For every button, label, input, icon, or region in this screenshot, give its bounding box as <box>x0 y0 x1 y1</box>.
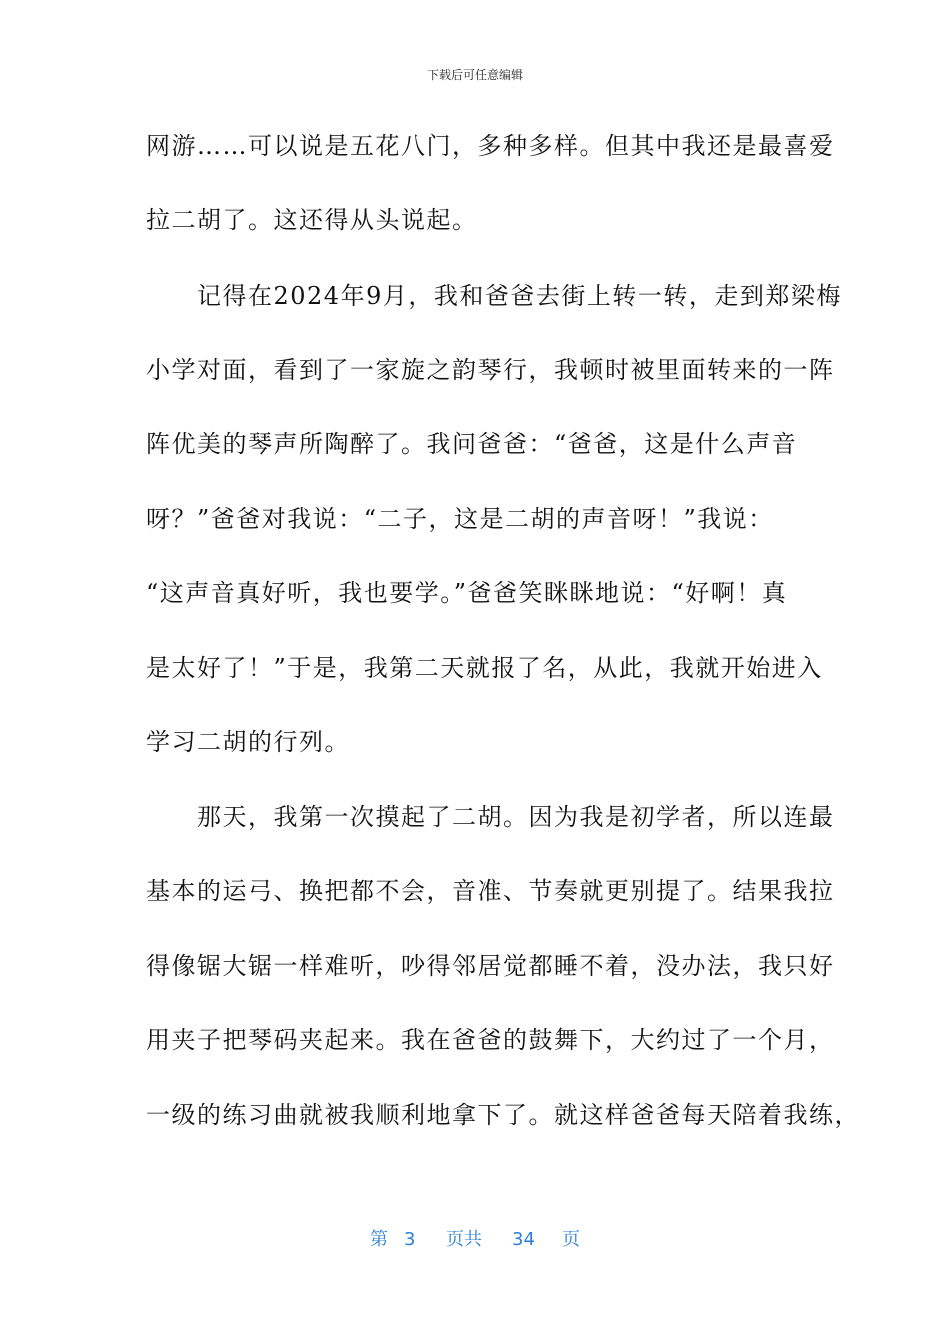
current-page-number: 3 <box>404 1229 416 1250</box>
text-line: 小学对面，看到了一家旋之韵琴行，我顿时被里面转来的一阵 <box>146 356 835 384</box>
text-line: 基本的运弓、换把都不会，音准、节奏就更别提了。结果我拉 <box>146 877 835 905</box>
text-line: 那天，我第一次摸起了二胡。因为我是初学者，所以连最 <box>146 803 835 831</box>
text-line: “这声音真好听，我也要学。”爸爸笑眯眯地说：“好啊！真 <box>146 579 788 607</box>
page-footer <box>0 1226 950 1254</box>
text-line: 网游……可以说是五花八门，多种多样。但其中我还是最喜爱 <box>146 132 835 160</box>
text-line: 得像锯大锯一样难听，吵得邻居觉都睡不着，没办法，我只好 <box>146 952 835 980</box>
page-prefix: 第 <box>370 1229 388 1250</box>
text-line: 学习二胡的行列。 <box>146 728 350 756</box>
text-line: 是太好了！”于是，我第二天就报了名，从此，我就开始进入 <box>146 654 823 682</box>
text-line: 呀？”爸爸对我说：“二子，这是二胡的声音呀！”我说： <box>146 505 774 533</box>
text-line: 记得在2024年9月，我和爸爸去街上转一转，走到郑梁梅 <box>146 282 842 310</box>
text-line: 用夹子把琴码夹起来。我在爸爸的鼓舞下，大约过了一个月， <box>146 1026 835 1054</box>
total-pages-number: 34 <box>512 1229 535 1250</box>
text-line: 阵优美的琴声所陶醉了。我问爸爸：“爸爸，这是什么声音 <box>146 430 798 458</box>
text-line: 一级的练习曲就被我顺利地拿下了。就这样爸爸每天陪着我练， <box>146 1101 860 1129</box>
page-suffix: 页 <box>562 1229 580 1250</box>
page-mid-label: 页共 <box>446 1229 482 1250</box>
header-note: 下载后可任意编辑 <box>426 68 523 82</box>
text-line: 拉二胡了。这还得从头说起。 <box>146 206 478 234</box>
